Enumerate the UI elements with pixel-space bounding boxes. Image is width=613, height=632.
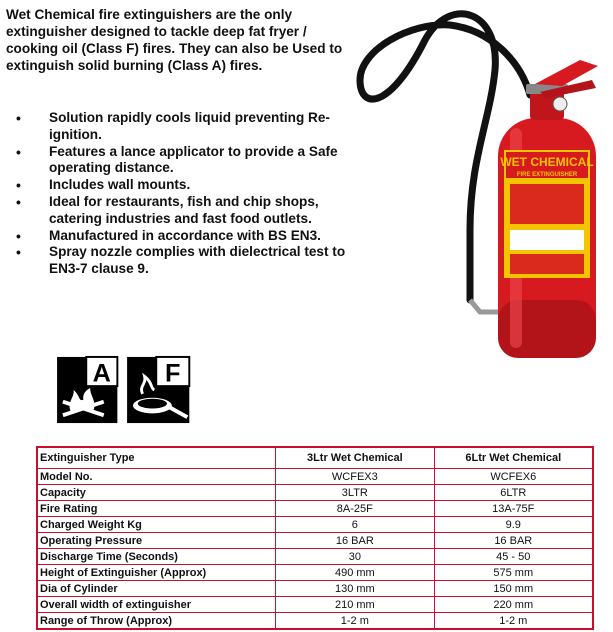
wet-chemical-extinguisher-image [330,0,613,370]
table-cell: 130 mm [276,581,434,597]
table-row [37,613,593,630]
table-header-row [37,447,593,469]
table-cell: 6 [276,517,434,533]
feature-item: • Manufactured in accordance with BS EN3. [16,228,346,245]
table-row [37,469,593,485]
table-cell: 575 mm [434,565,593,581]
table-row [37,549,593,565]
row-label: Discharge Time (Seconds) [37,549,276,565]
feature-item: • Features a lance applicator to provide a Safe operating distance. [16,144,346,178]
column-header: 6Ltr Wet Chemical [434,447,593,469]
table-cell: 8A-25F [276,501,434,517]
table-cell: 1-2 m [434,613,593,630]
row-label: Charged Weight Kg [37,517,276,533]
table-row [37,581,593,597]
table-row [37,485,593,501]
table-row [37,565,593,581]
table-cell: 490 mm [276,565,434,581]
class-f-letter: F [165,359,181,388]
table-cell: 210 mm [276,597,434,613]
table-cell: WCFEX6 [434,469,593,485]
table-cell: 220 mm [434,597,593,613]
class-a-solid-fire-icon [57,357,117,423]
table-cell: 3LTR [276,485,434,501]
table-cell: 45 - 50 [434,549,593,565]
class-a-letter: A [92,359,111,388]
table-cell: 16 BAR [434,533,593,549]
row-label: Capacity [37,485,276,501]
row-label: Overall width of extinguisher [37,597,276,613]
table-cell: 13A-75F [434,501,593,517]
label-subtitle: FIRE EXTINGUISHER [516,172,578,178]
intro-paragraph: Wet Chemical fire extinguishers are the only extinguisher designed to tackle deep fat fryer / cooking oil (Class F) fires. They can also be Used to extinguish solid burning (Class A) fires. [6,7,343,73]
specification-table [36,446,594,630]
table-cell: 150 mm [434,581,593,597]
fire-class-icons [55,355,205,425]
table-cell: 9.9 [434,517,593,533]
row-label: Operating Pressure [37,533,276,549]
class-f-cooking-oil-icon [127,357,189,423]
feature-item: • Spray nozzle complies with dielectrical test to EN3-7 clause 9. [16,244,346,278]
row-label: Height of Extinguisher (Approx) [37,565,276,581]
column-header: Extinguisher Type [37,447,276,469]
row-label: Fire Rating [37,501,276,517]
table-cell: 30 [276,549,434,565]
feature-list [16,110,346,278]
table-cell: WCFEX3 [276,469,434,485]
table-row [37,501,593,517]
column-header: 3Ltr Wet Chemical [276,447,434,469]
table-cell: 6LTR [434,485,593,501]
row-label: Dia of Cylinder [37,581,276,597]
table-row [37,533,593,549]
row-label: Model No. [37,469,276,485]
table-row [37,517,593,533]
table-cell: 16 BAR [276,533,434,549]
label-title: WET CHEMICAL [500,155,594,169]
feature-item: • Solution rapidly cools liquid preventing Re-ignition. [16,110,346,144]
table-row [37,597,593,613]
feature-item: • Ideal for restaurants, fish and chip shops, catering industries and fast food outlets. [16,194,346,228]
table-cell: 1-2 m [276,613,434,630]
row-label: Range of Throw (Approx) [37,613,276,630]
feature-item: • Includes wall mounts. [16,177,346,194]
